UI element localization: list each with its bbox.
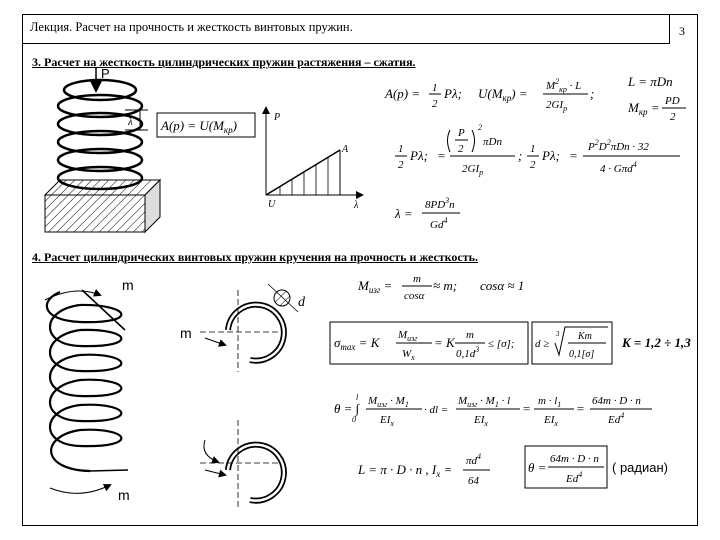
torsion-spring-figure xyxy=(45,290,128,493)
svg-text:· dl =: · dl = xyxy=(424,404,449,416)
svg-text:2: 2 xyxy=(478,123,482,132)
svg-text:λ =: λ = xyxy=(395,206,413,221)
svg-text:l: l xyxy=(356,393,359,402)
deflection-label: λ xyxy=(128,116,133,128)
svg-text:=: = xyxy=(576,401,585,416)
svg-text:K = 1,2 ÷ 1,3: K = 1,2 ÷ 1,3 xyxy=(622,335,691,350)
svg-text:πd4: $\pi d^4$ xyxy=(466,452,482,467)
svg-text:;: ; xyxy=(518,148,523,163)
svg-text:Ed4: Ed$^4$ xyxy=(608,411,625,426)
moment-top-label: m xyxy=(122,277,134,293)
svg-text:d ≥: d ≥ xyxy=(535,338,550,350)
svg-text:L = πDn: L = πDn xyxy=(628,74,673,89)
svg-text:4 · Gπd4: 4 · Gπd$^4$ xyxy=(600,160,637,175)
svg-text:P: P xyxy=(458,127,465,139)
svg-text:P2D2πDn · 32: $P^2D^2\pi Dn \cdot 32$ xyxy=(588,138,649,153)
svg-text:64m · D · n: 64m · D · n xyxy=(592,395,641,407)
svg-text:cosα ≈ 1: cosα ≈ 1 xyxy=(480,278,525,293)
svg-text:64: 64 xyxy=(468,475,479,487)
graph-point-a: A xyxy=(342,144,349,155)
svg-text:1: 1 xyxy=(530,143,536,155)
graph-y-label: P xyxy=(274,112,281,123)
svg-text:Mизг · M1 · l: $M_{изг} \cdot M_1 \cdot l$ xyxy=(458,395,511,409)
svg-text:EIx: $EI_x$ xyxy=(380,414,394,428)
svg-text:2: 2 xyxy=(670,111,676,123)
graph-x-label: λ xyxy=(354,200,359,211)
strength-formulas xyxy=(330,273,691,488)
svg-text:θ = ∫: θ = ∫ xyxy=(334,401,360,416)
svg-text:EIx: $EI_x$ xyxy=(544,414,558,428)
svg-text:8PD3n: $8PD^3n$ xyxy=(425,196,455,211)
compression-spring-figure xyxy=(45,68,255,232)
svg-text:2GIp: $2GI_p$ xyxy=(546,99,568,113)
svg-text:64m · D · n: 64m · D · n xyxy=(550,453,599,465)
section-3-title: 3. Расчет на жесткость цилиндрических пружин растяжения – сжатия. xyxy=(32,55,416,69)
svg-text:( радиан): ( радиан) xyxy=(612,460,668,475)
svg-text:Pλ;: Pλ; xyxy=(542,148,560,163)
moment-label-m: m xyxy=(180,325,192,341)
svg-text:M2кр · L: $M^2_{кр} \cdot L$ xyxy=(546,77,582,94)
coil-cross-section xyxy=(200,284,298,510)
svg-text:U(Mкр) =: $U(M_{кр})$ = xyxy=(478,86,528,103)
svg-text:=: = xyxy=(569,148,578,163)
svg-text:A(p) =: A(p) = xyxy=(385,86,421,101)
svg-text:m · l1: $m \cdot l_1$ xyxy=(538,395,562,409)
svg-text:Mизг · M1: $M_{изг} \cdot M_1$ xyxy=(368,395,409,409)
svg-text:;: ; xyxy=(590,86,595,101)
svg-text:πDn: πDn xyxy=(483,136,502,148)
load-label-p: P xyxy=(101,66,110,81)
svg-text:≤ [σ];: ≤ [σ]; xyxy=(488,338,515,350)
svg-text:1: 1 xyxy=(432,82,438,94)
page-number: 3 xyxy=(679,24,685,38)
svg-text:Ed4: Ed$^4$ xyxy=(566,470,583,485)
svg-text:PD: PD xyxy=(665,95,680,107)
svg-text:1: 1 xyxy=(398,143,404,155)
svg-text:L = π · D · n , Ix =: L = π · D · n , $I_x$ = xyxy=(358,462,453,479)
svg-text:σmax = K: $\sigma_{max} = K$ xyxy=(334,335,380,352)
stiffness-formulas xyxy=(384,74,686,231)
energy-formula: $A(p) = U(M_{кр})$ xyxy=(161,118,237,135)
svg-text:Gd4: Gd$^4$ xyxy=(430,216,448,231)
svg-text:EIx: $EI_x$ xyxy=(474,414,488,428)
svg-text:Wx: $W_x$ xyxy=(402,348,415,362)
svg-text:2: 2 xyxy=(530,159,536,171)
svg-text:2: 2 xyxy=(458,143,464,155)
svg-text:Km: Km xyxy=(578,331,592,342)
wire-diameter-label: d xyxy=(298,295,305,310)
svg-text:0,1[σ]: 0,1[σ] xyxy=(569,349,595,360)
svg-text:3: 3 xyxy=(556,330,560,338)
svg-text:cosα: cosα xyxy=(404,290,425,302)
svg-text:2: 2 xyxy=(398,159,404,171)
svg-text:Mкр =: $M_{кр}$ = xyxy=(628,100,660,117)
svg-text:0,1d3: $0,1d^3$ xyxy=(456,345,480,360)
svg-text:= K: = K xyxy=(434,335,455,350)
svg-text:Pλ;: Pλ; xyxy=(410,148,428,163)
svg-text:m: m xyxy=(413,273,421,285)
svg-text:≈ m;: ≈ m; xyxy=(433,278,458,293)
svg-text:m: m xyxy=(466,329,474,341)
svg-text:2GIp: $2GI_p$ xyxy=(462,163,484,177)
svg-text:θ =: θ = xyxy=(528,460,547,475)
section-4-title: 4. Расчет цилиндрических винтовых пружин кручения на прочность и жесткость. xyxy=(32,250,478,264)
svg-text:=: = xyxy=(522,401,531,416)
moment-bottom-label: m xyxy=(118,487,130,503)
svg-text:Pλ;: Pλ; xyxy=(444,86,462,101)
svg-text:=: = xyxy=(437,148,446,163)
graph-origin: U xyxy=(268,199,276,210)
svg-text:Mизг: $M_{изг}$ xyxy=(398,329,418,343)
svg-text:Mизг =: $M_{изг}$ = xyxy=(358,278,393,295)
svg-text:2: 2 xyxy=(432,98,438,110)
header-title: Лекция. Расчет на прочность и жесткость винтовых пружин. xyxy=(30,20,353,34)
svg-text:0: 0 xyxy=(352,415,356,424)
